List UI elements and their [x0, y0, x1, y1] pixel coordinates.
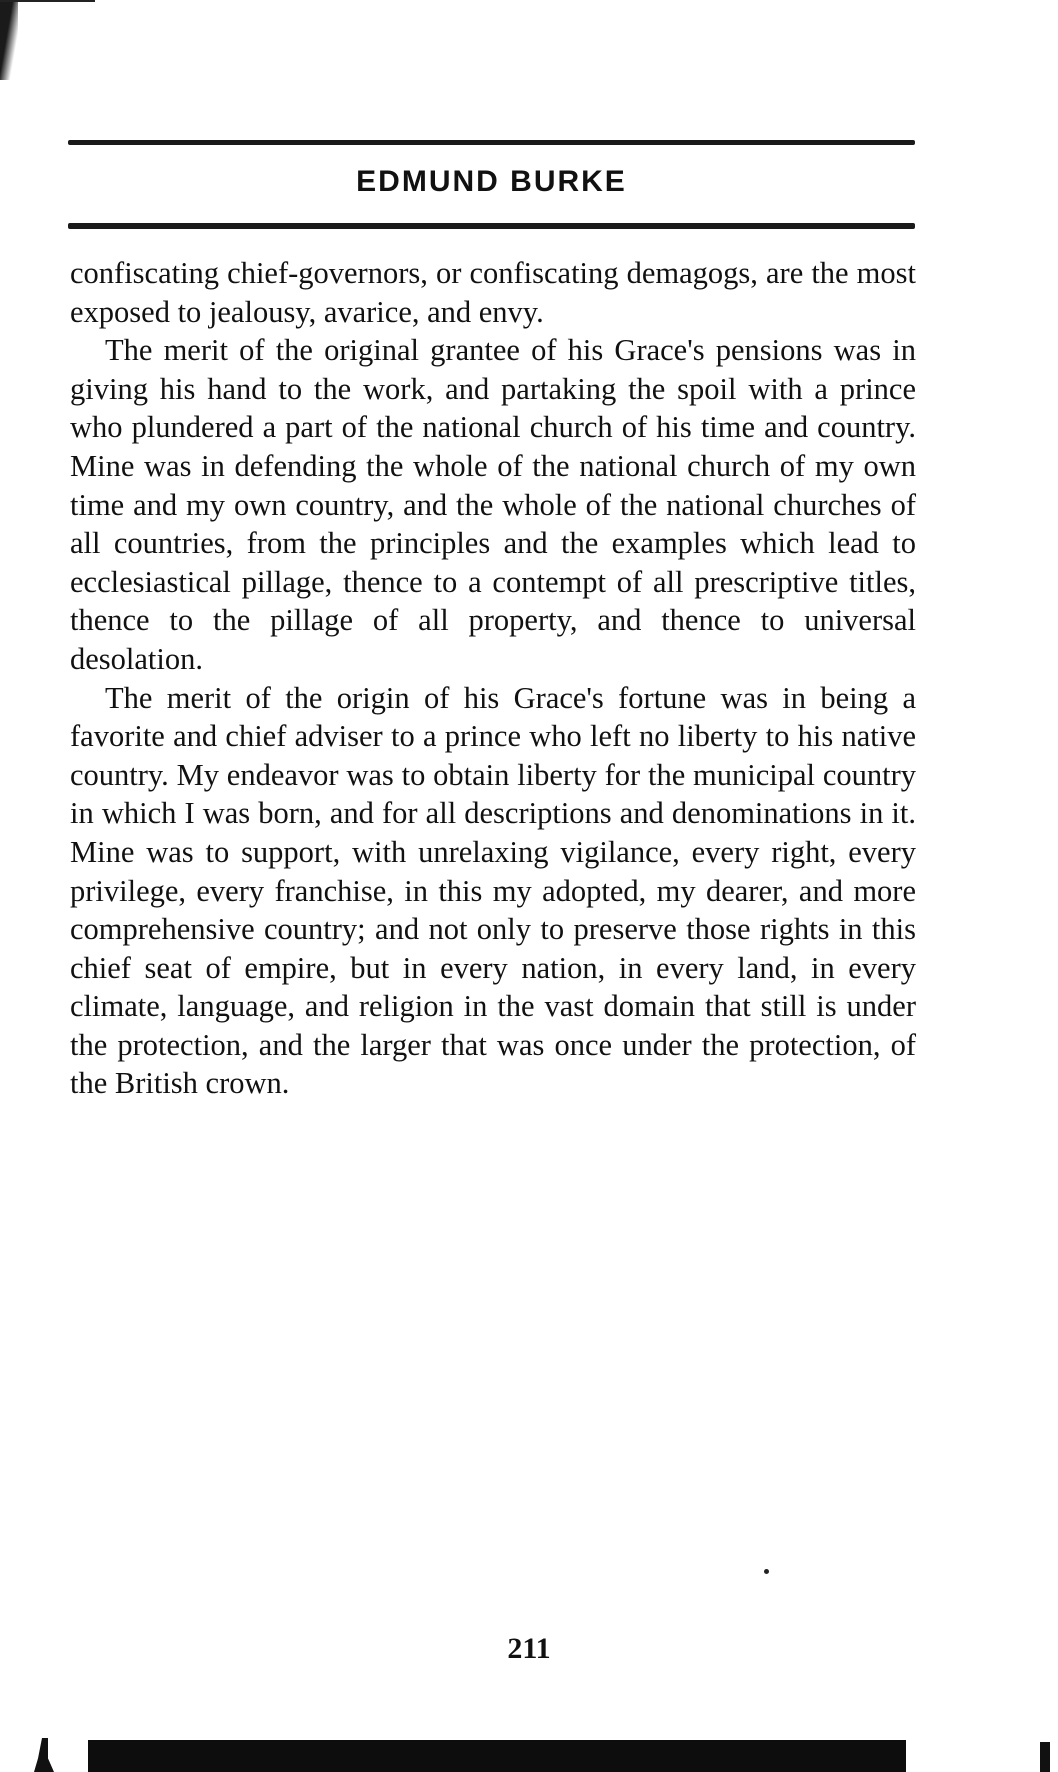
paragraph-merit-origin: The merit of the origin of his Grace's fortune was in being a favorite and chief adviser to a prince who left no liberty to his native country. My endeavor was to obtain liberty for the municipal country in which I was born, and for all descriptions and denominations in it. Mine was to support, with unrelaxing vigilance, every right, every privilege, every franchise, in this my adopted, my dearer, and more comprehensive country; and not only to preserve those rights in this chief seat of empire, but in every nation, in every land, in every climate, language, and religion in the vast domain that still is under the protection, and the larger that was once under the protection, of the British crown. [70, 680, 916, 1101]
stray-ink-dot [764, 1569, 769, 1574]
page-number: 211 [507, 1632, 551, 1665]
header-rule-bottom [68, 223, 915, 229]
scan-corner-mark [0, 0, 18, 80]
header-rule-top [68, 140, 915, 145]
body-text [70, 254, 916, 1103]
running-head: EDMUND BURKE [356, 165, 627, 198]
paragraph-continuation: confiscating chief-governors, or confiscating demagogs, are the most exposed to jealousy, avarice, and envy. [70, 256, 916, 329]
scan-bottom-bar [88, 1740, 906, 1772]
scan-edge-mark-right [1040, 1742, 1050, 1772]
scan-edge-mark-left [34, 1738, 54, 1772]
paragraph-merit-grantee: The merit of the original grantee of his Grace's pensions was in giving his hand to the work, and partaking the spoil with a prince who plundered a part of the national church of his time and country. Mine was in defending the whole of the national church of my own time and my own country, and the whole of the national churches of all countries, from the principles and the examples which lead to ecclesiastical pillage, thence to a contempt of all prescriptive titles, thence to the pillage of all property, and thence to universal desolation. [70, 333, 916, 676]
